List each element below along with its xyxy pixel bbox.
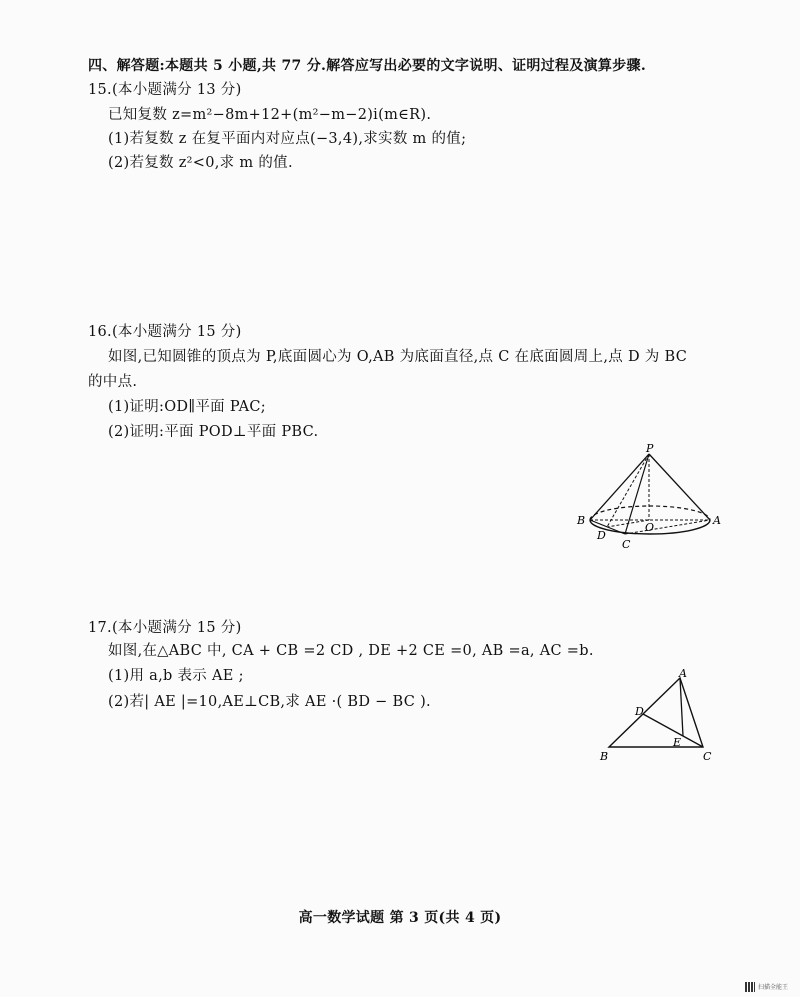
cone-figure	[570, 442, 730, 554]
qr-code-icon	[745, 982, 755, 992]
q16-stem-line2: 的中点.	[88, 374, 138, 390]
q16-part2: (2)证明:平面 POD⊥平面 PBC.	[108, 424, 319, 440]
triangle-figure	[590, 664, 720, 766]
cone-base-back-edge	[590, 506, 710, 520]
q16-stem-line1: 如图,已知圆锥的顶点为 P,底面圆心为 O,AB 为底面直径,点 C 在底面圆周上,点 D 为 BC	[108, 349, 688, 365]
q16-heading: 16.(本小题满分 15 分)	[88, 324, 242, 340]
label-O: O	[645, 521, 655, 534]
segment-BC	[590, 520, 625, 534]
label-D: D	[597, 529, 606, 542]
edge-PB	[590, 454, 649, 520]
q15-heading: 15.(本小题满分 13 分)	[88, 82, 242, 98]
q15-stem-prefix: 已知复数	[108, 107, 173, 123]
label-B: B	[600, 750, 609, 763]
label-A: A	[713, 514, 721, 527]
label-C: C	[703, 750, 712, 763]
label-C: C	[622, 538, 631, 551]
q15-stem	[108, 105, 431, 125]
q17-stem: 如图,在△ABC 中, CA + CB =2 CD , DE +2 CE =0, AB =a, AC =b.	[108, 643, 594, 659]
label-D: D	[635, 705, 644, 718]
q17-part1: (1)用 a,b 表示 AE ;	[108, 668, 244, 684]
edge-PA	[649, 454, 710, 520]
edge-PD	[607, 454, 649, 527]
triangle-ABC	[609, 678, 703, 747]
label-E: E	[673, 736, 682, 749]
q17-heading: 17.(本小题满分 15 分)	[88, 620, 242, 636]
label-A: A	[679, 667, 687, 680]
q15-stem-expression: z=m²−8m+12+(m²−m−2)i(m∈R).	[172, 107, 432, 123]
scanner-watermark: 扫描全能王	[758, 984, 789, 991]
q17-part2: (2)若| AE |=10,AE⊥CB,求 AE ·( BD − BC ).	[108, 694, 431, 710]
q16-part1: (1)证明:OD∥平面 PAC;	[108, 399, 266, 415]
section-header: 四、解答题:本题共 5 小题,共 77 分.解答应写出必要的文字说明、证明过程及演算步骤.	[88, 58, 647, 74]
label-P: P	[646, 442, 654, 455]
q15-part2: (2)若复数 z²<0,求 m 的值.	[108, 155, 293, 171]
page-footer: 高一数学试题 第 3 页(共 4 页)	[298, 910, 502, 926]
q15-part1: (1)若复数 z 在复平面内对应点(−3,4),求实数 m 的值;	[108, 131, 467, 147]
label-B: B	[577, 514, 586, 527]
